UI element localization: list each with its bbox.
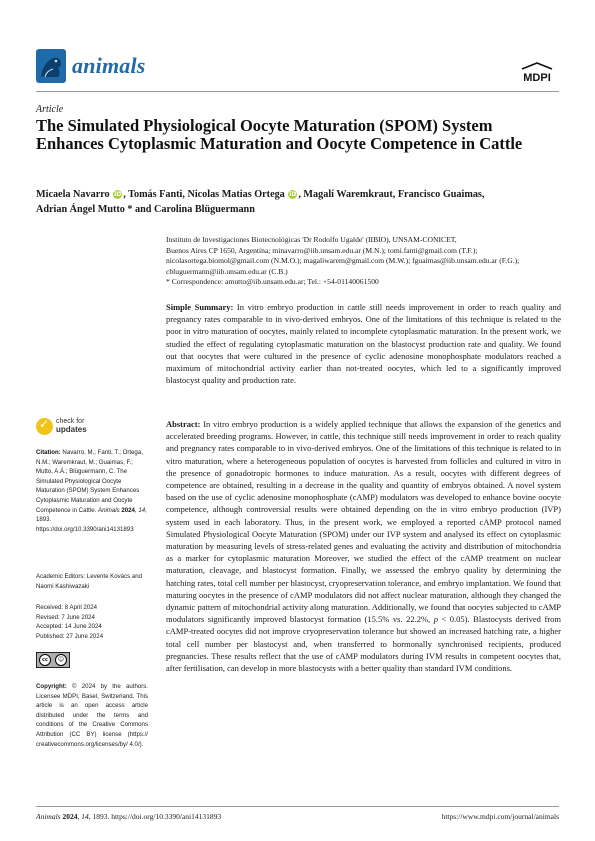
article-type: Article — [36, 104, 64, 115]
footer-citation — [36, 812, 221, 821]
footer-doi[interactable]: , 1893. https://doi.org/10.3390/ani14131893 — [88, 812, 222, 821]
authors-line-2: Adrian Ángel Mutto * and Carolina Blüguermann — [36, 204, 255, 215]
journal-name: animals — [72, 53, 146, 78]
check-updates-icon — [36, 418, 53, 435]
footer-volume: , 14 — [77, 812, 89, 821]
citation-volume: , 14 — [134, 506, 146, 514]
footer-divider — [36, 806, 559, 807]
check-updates-text — [56, 418, 87, 434]
journal-logo-icon — [36, 49, 66, 83]
affiliation-line: Buenos Aires CP 1650, Argentina; minavarro@iib.unsam.edu.ar (M.N.); tomi.fanti@gmail.com (T.F.); — [166, 245, 478, 255]
orcid-icon[interactable]: iD — [114, 191, 122, 198]
mdpi-logo-icon — [516, 62, 558, 89]
affiliation-line: Instituto de Investigaciones Biotecnológicas 'Dr Rodolfo Ugalde' (IIBIO), UNSAM-CONICET, — [166, 235, 457, 244]
revised-date: Revised: 7 June 2024 — [36, 613, 95, 621]
citation-year: 2024 — [119, 506, 135, 514]
abstract-text-continued: < 0.05). Blastocysts derived from cAMP-treated oocytes did not improve cryopreservation tolerance but showed an increased hatching rate, a higher total cell number per blastocyst and, when transferred to hormonally synchronised recipients, produced pregnancies. These results reflect that the use of cAMP modulators during IVM results in competent oocytes that, after fertilisation, can develop in more blastocysts with a better quality than standard IVM conditions. — [166, 614, 561, 674]
orcid-icon[interactable]: iD — [289, 191, 297, 198]
copyright-text: © 2024 by the authors. Licensee MDPI, Basel, Switzerland. This article is an open access article distributed under the terms and conditions of the Creative Commons Attribution (CC BY) license (https:// creativecommons.org/licenses/by/ 4.0/). — [36, 683, 148, 748]
academic-editors: Academic Editors: Levente Kovács and Naomi Kashiwazaki — [36, 573, 143, 590]
copyright-label: Copyright: — [36, 683, 67, 690]
publication-dates — [36, 603, 148, 641]
header-divider — [36, 91, 559, 92]
citation — [36, 448, 148, 534]
citation-label: Citation: — [36, 449, 61, 456]
citation-text: Navarro, M.; Fanti, T.; Ortega, N.M.; Waremkraut, M.; Guaimas, F.; Mutto, A.Á.; Blüguermann, C. The Simulated Physiological Oocyte Maturation (SPOM) System Enhances Cytoplasmic Maturation and Oocyte Competence in Cattle. — [36, 449, 143, 514]
affiliation-line: cbluguermann@iib.unsam.edu.ar (C.B.) — [166, 266, 288, 276]
check-updates-line1: check for — [56, 418, 85, 425]
cc-by-license-icon[interactable] — [36, 652, 70, 668]
affiliation — [166, 235, 561, 277]
received-date: Received: 8 April 2024 — [36, 604, 97, 611]
authors-segment-2: , Tomás Fanti, Nicolas Matias Ortega — [123, 189, 285, 200]
copyright — [36, 682, 148, 749]
affiliation-line: nicolasortega.biomol@gmail.com (N.M.O.); magaliwarem@gmail.com (M.W.); fguaimas@iib.unsam.edu.ar (F.G.); — [166, 256, 520, 266]
author-1[interactable]: Micaela Navarro — [36, 189, 110, 200]
article-title: The Simulated Physiological Oocyte Maturation (SPOM) System Enhances Cytoplasmic Maturation and Oocyte Competence in Cattle — [36, 116, 523, 153]
abstract — [166, 418, 561, 674]
publisher-name: MDPI — [523, 72, 551, 84]
authors-segment-3: , Magalí Waremkraut, Francisco Guaimas, — [298, 189, 485, 200]
published-date: Published: 27 June 2024 — [36, 632, 104, 640]
simple-summary — [166, 301, 561, 386]
footer-year: 2024 — [60, 812, 78, 821]
check-updates-line2: updates — [56, 425, 87, 434]
check-for-updates-button[interactable] — [36, 418, 146, 442]
abstract-label: Abstract: — [166, 419, 201, 429]
abstract-text: In vitro embryo production is a widely applied technique that allows the expansion of the genetics and accelerated breeding programs. However, in cattle, this technique still needs improvement in order to reach quality and pregnancy rates comparable to in vivo-derived embryos. One of the limitations of this technique is related to in vitro maturation, where a heterogeneous population of oocytes is harvested from follicles and cultured in vitro in the presence of gonadotropic hormones to induce maturation. As a result, oocytes with different degrees of competence are obtained, resulting in a decrease in the quality and quantity of embryos obtained. A novel system based on the use of cyclic adenosine monophosphate (cAMP) modulators was developed to enhance bovine oocyte competence, although controversial results were obtained depending on the in vitro embryo production (IVP) system used in each laboratory. Thus, in the present work, we employed a reported cAMP protocol named Simulated Physiological Oocyte Maturation (SPOM) under our IVP system and analysed its effect on cytoplasmic maturation by measuring levels of stress-related genes and evaluating the activity and distribution of mitochondria as a marker for cytoplasmic maturation Moreover, we studied the effect of the cAMP treatment on nuclear maturation, cleavage, and blastocyst formation. Finally, we assessed the embryo quality by determining the hatching rates, total cell number per blastocyst, cryopreservation tolerance, and embryo implantation. We found that maturing oocytes in the presence of cAMP modulators did not affect nuclear maturation, although they changed the dynamic pattern of mitochondrial activity along maturation. Additionally, we found that oocytes subjected to cAMP modulators significantly improved blastocyst formation (15.5% vs. 22.2%, — [166, 419, 561, 625]
author-list — [36, 187, 556, 217]
footer-journal: Animals — [36, 812, 61, 821]
footer-journal-url[interactable]: https://www.mdpi.com/journal/animals — [441, 812, 559, 821]
citation-journal: Animals — [98, 506, 120, 514]
correspondence: * Correspondence: amutto@iib.unsam.edu.ar; Tel.: +54-01140061500 — [166, 277, 379, 286]
simple-summary-label: Simple Summary: — [166, 302, 234, 312]
citation-doi[interactable]: , 1893. https://doi.org/10.3390/ani14131893 — [36, 506, 147, 533]
simple-summary-text: In vitro embryo production in cattle still needs improvement in order to reach quality and pregnancy rates comparable to in vivo-derived embryos. One of the limitations of this technique is related to the poor in vitro maturation of oocytes, mainly related to incomplete cytoplasmatic maturation. In the present work, we studied the effect of regulating cytoplasmatic maturation on the blastocyst production rate and quality. We found out that oocytes that were cultured in the presence of cyclic adenosine monophosphate modulators reached a maximum of mitochondrial activity earlier than not-treated oocytes, which led to a significantly improved blastocyst quality and production rate. — [166, 302, 561, 386]
accepted-date: Accepted: 14 June 2024 — [36, 623, 102, 631]
p-symbol: p — [433, 614, 438, 625]
cc-icon: cc — [39, 654, 51, 666]
by-person-icon: ☺ — [55, 654, 67, 666]
